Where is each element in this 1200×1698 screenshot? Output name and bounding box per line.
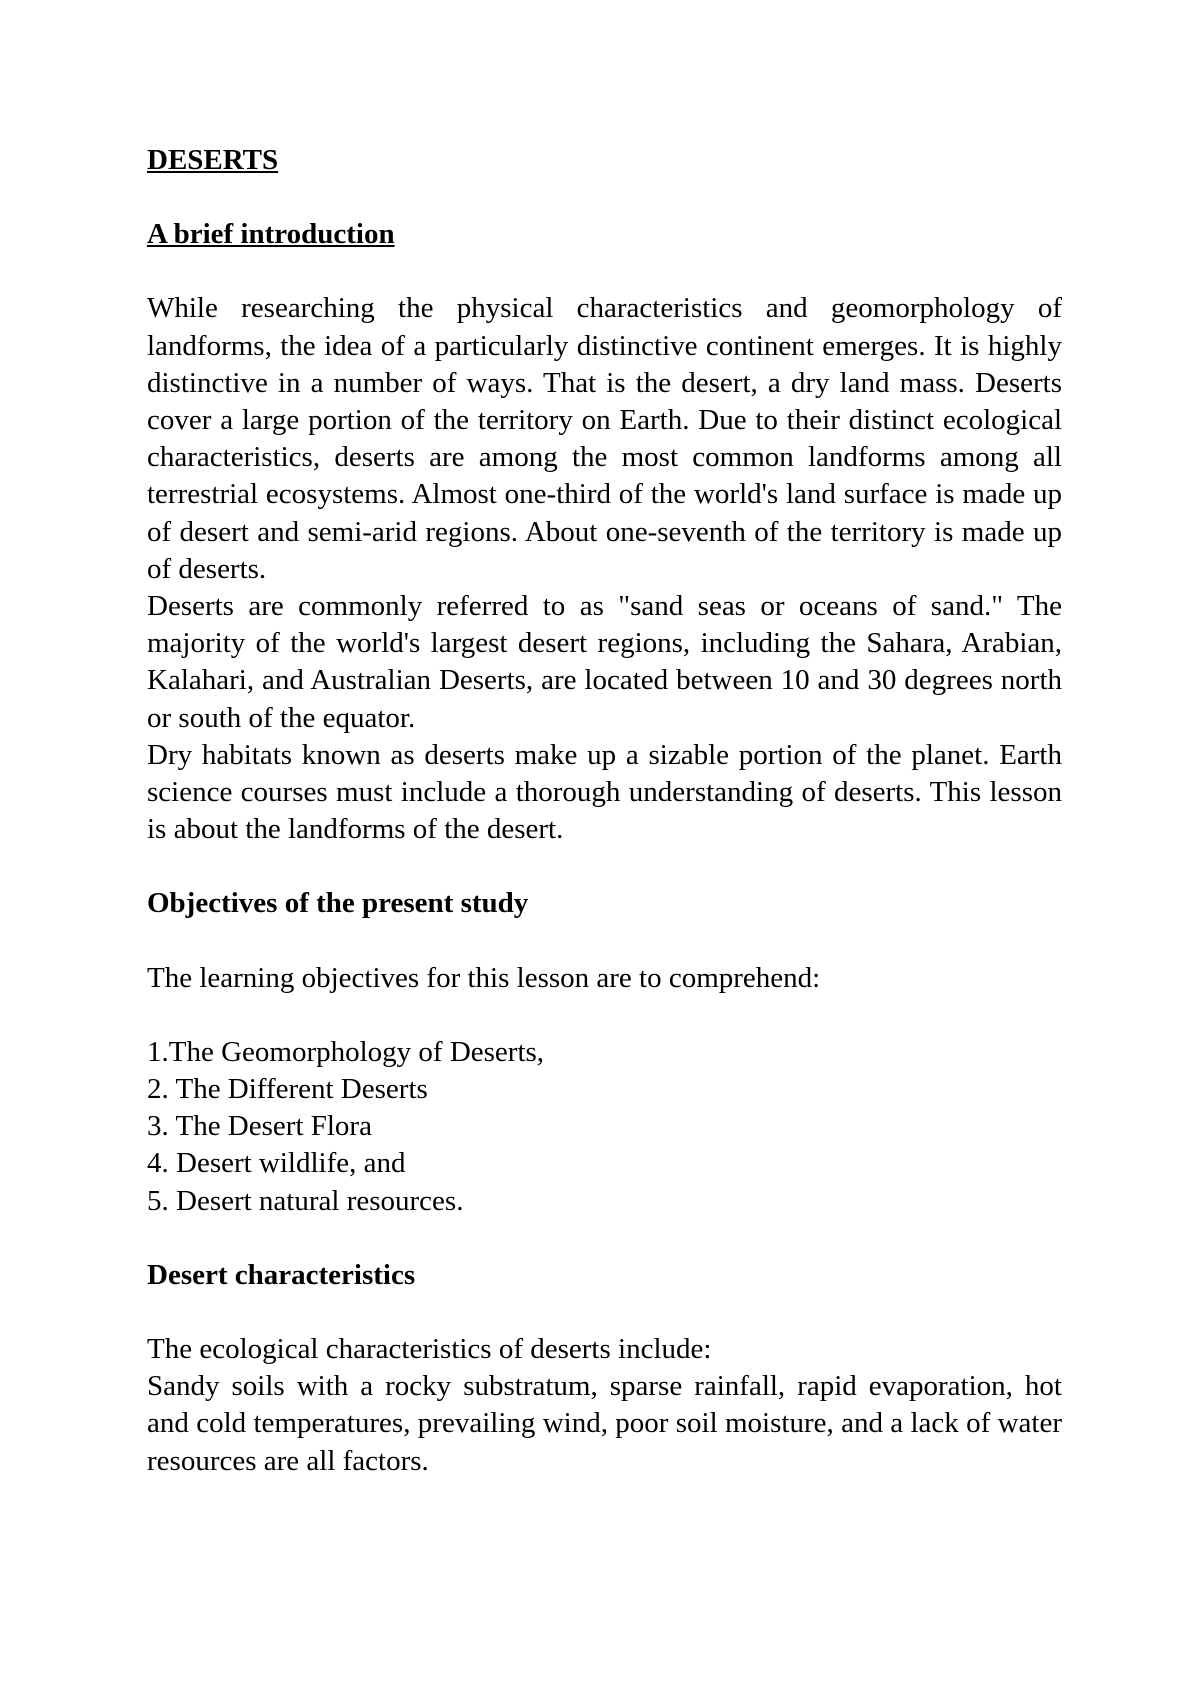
list-item: 2. The Different Deserts [147,1073,428,1106]
characteristics-heading: Desert characteristics [147,1258,416,1291]
list-item: 5. Desert natural resources. [147,1184,464,1217]
characteristics-intro: The ecological characteristics of deserts include: [147,1333,712,1366]
document-title: DESERTS [147,144,279,176]
intro-paragraph-1: While researching the physical characteristics and geomorphology of landforms, the idea of a particularly distinctive continent emerges. It is highly distinctive in a number of ways. That is the desert, a dry land mass. Deserts cover a large portion of the territory on Earth. Due to their distinct ecological characteristics, deserts are among the most common landforms among all terrestrial ecosystems. Almost one-third of the world's land surface is made up of desert and semi-arid regions. About one-seventh of the territory is made up of deserts. [147,292,1062,585]
list-item: 3. The Desert Flora [147,1110,372,1143]
intro-paragraph-2: Deserts are commonly referred to as "sand seas or oceans of sand." The majority of the world's largest desert regions, including the Sahara, Arabian, Kalahari, and Australian Deserts, are located between 10 and 30 degrees north or south of the equator. [147,590,1062,734]
intro-heading: A brief introduction [147,218,395,251]
objectives-list [147,1034,1062,1220]
document-page [147,142,1062,1480]
list-item: 1.The Geomorphology of Deserts, [147,1035,545,1068]
objectives-intro: The learning objectives for this lesson are to comprehend: [147,961,821,994]
intro-paragraph-3: Dry habitats known as deserts make up a sizable portion of the planet. Earth science courses must include a thorough understanding of deserts. This lesson is about the landforms of the desert. [147,738,1062,846]
objectives-heading: Objectives of the present study [147,887,529,920]
list-item: 4. Desert wildlife, and [147,1147,406,1180]
characteristics-text: Sandy soils with a rocky substratum, sparse rainfall, rapid evaporation, hot and cold temperatures, prevailing wind, poor soil moisture, and a lack of water resources are all factors. [147,1370,1062,1477]
